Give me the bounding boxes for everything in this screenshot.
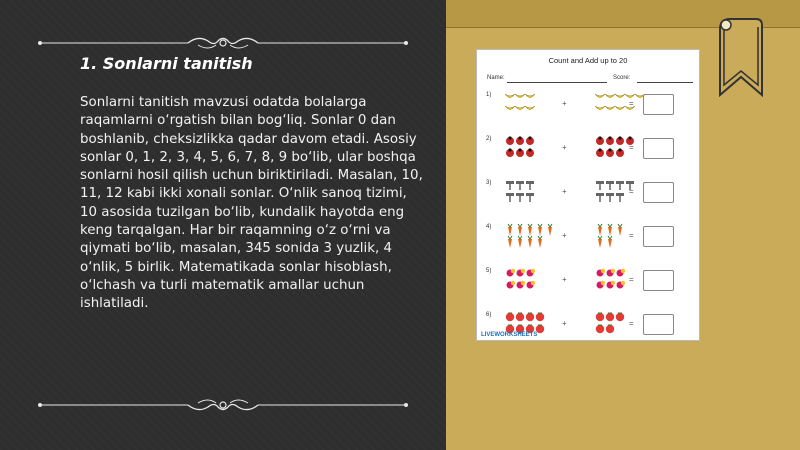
row-pictures [502, 266, 662, 296]
fruit-icon [527, 281, 536, 289]
ladybug-icon [596, 148, 604, 157]
ladybug-icon [516, 148, 524, 157]
row-pictures [502, 90, 662, 120]
hammer-icon [606, 181, 614, 190]
fruit-icon [517, 269, 526, 277]
fruit-icon [527, 269, 536, 277]
worksheet-row [477, 132, 701, 172]
worksheet-brand: LIVEWORKSHEETS [481, 332, 538, 338]
worksheet-row [477, 264, 701, 304]
carrot-icon [608, 236, 612, 248]
fruit-icon [507, 269, 516, 277]
row-number: 2) [486, 136, 492, 142]
tomato-icon [506, 313, 514, 321]
fruit-icon [507, 281, 516, 289]
carrot-icon [528, 236, 532, 248]
tomato-icon [606, 325, 614, 333]
plus-sign: + [562, 187, 567, 196]
hammer-icon [596, 181, 604, 190]
carrot-icon [608, 224, 612, 236]
row-pictures [502, 222, 662, 252]
ladybug-icon [516, 136, 524, 145]
hammer-icon [516, 193, 524, 202]
ladybug-icon [596, 136, 604, 145]
bottom-ornament-divider [38, 393, 408, 413]
worksheet-row [477, 220, 701, 260]
equals-sign: = [629, 143, 634, 152]
equals-sign: = [629, 231, 634, 240]
worksheet-row [477, 176, 701, 216]
carrot-icon [548, 224, 552, 236]
hammer-icon [596, 193, 604, 202]
fruit-icon [517, 281, 526, 289]
fruit-icon [597, 281, 606, 289]
row-number: 4) [486, 224, 492, 230]
fruit-icon [597, 269, 606, 277]
carrot-icon [528, 224, 532, 236]
fruit-icon [617, 281, 626, 289]
banana-icon [595, 106, 605, 110]
row-number: 6) [486, 312, 492, 318]
hammer-icon [506, 193, 514, 202]
ladybug-icon [526, 136, 534, 145]
answer-box [643, 94, 674, 115]
carrot-icon [598, 224, 602, 236]
banana-icon [515, 106, 525, 110]
tomato-icon [616, 313, 624, 321]
answer-box [643, 270, 674, 291]
fruit-icon [607, 281, 616, 289]
equals-sign: = [629, 99, 634, 108]
hammer-icon [526, 193, 534, 202]
ladybug-icon [616, 148, 624, 157]
worksheet-image [476, 49, 700, 341]
ladybug-icon [506, 148, 514, 157]
answer-box [643, 138, 674, 159]
row-pictures [502, 178, 662, 208]
name-line [507, 82, 607, 83]
plus-sign: + [562, 99, 567, 108]
banana-icon [605, 106, 615, 110]
banana-icon [515, 94, 525, 98]
carrot-icon [518, 224, 522, 236]
carrot-icon [598, 236, 602, 248]
banana-icon [605, 94, 615, 98]
worksheet-name-label: Name: [487, 75, 505, 81]
banana-icon [615, 106, 625, 110]
ladybug-icon [526, 148, 534, 157]
worksheet-score-label: Score: [613, 75, 631, 81]
banana-icon [625, 94, 635, 98]
hammer-icon [506, 181, 514, 190]
row-number: 5) [486, 268, 492, 274]
tomato-icon [606, 313, 614, 321]
top-ornament-divider [38, 33, 408, 53]
carrot-icon [508, 224, 512, 236]
hammer-icon [516, 181, 524, 190]
hammer-icon [606, 193, 614, 202]
score-line [637, 82, 693, 83]
banana-icon [505, 106, 515, 110]
tomato-icon [536, 313, 544, 321]
answer-box [643, 314, 674, 335]
equals-sign: = [629, 275, 634, 284]
plus-sign: + [562, 275, 567, 284]
ladybug-icon [606, 136, 614, 145]
plus-sign: + [562, 319, 567, 328]
slide-body-text: Sonlarni tanitish mavzusi odatda bolalarga raqamlarni o‘rgatish bilan bog‘liq. Sonlar 0 dan boshlanib, cheksizlikka qadar davom etadi. Asosiy sonlar 0, 1, 2, 3, 4, 5, 6, 7, 8, 9 bo‘lib, ular boshqa sonlarni hosil qilish uchun biriktiriladi. Masalan, 10, 11, 12 kabi ikki xonali sonlar. O‘nlik sanoq tizimi, 10 asosida tuzilgan bo‘lib, kundalik hayotda eng keng tarqalgan. Har bir raqamning o‘z o‘rni va qiymati bo‘lib, masalan, 345 sonida 3 yuzlik, 4 o‘nlik, 5 birlik. Matematikada sonlar hisoblash, o‘lchash va turli matematik amallar uchun ishlatiladi. [80, 95, 423, 312]
row-pictures [502, 134, 662, 164]
tomato-icon [526, 313, 534, 321]
hammer-icon [526, 181, 534, 190]
banana-icon [525, 106, 535, 110]
row-number: 1) [486, 92, 492, 98]
banana-icon [615, 94, 625, 98]
answer-box [643, 182, 674, 203]
plus-sign: + [562, 143, 567, 152]
carrot-icon [538, 224, 542, 236]
worksheet-title: Count and Add up to 20 [548, 56, 628, 65]
tomato-icon [596, 313, 604, 321]
banana-icon [525, 94, 535, 98]
banana-icon [595, 94, 605, 98]
carrot-icon [508, 236, 512, 248]
worksheet-row [477, 308, 701, 348]
carrot-icon [518, 236, 522, 248]
slide-title: 1. Sonlarni tanitish [80, 54, 253, 73]
equals-sign: = [629, 319, 634, 328]
hammer-icon [616, 181, 624, 190]
plus-sign: + [562, 231, 567, 240]
equals-sign: = [629, 187, 634, 196]
carrot-icon [538, 236, 542, 248]
banana-icon [505, 94, 515, 98]
carrot-icon [618, 224, 622, 236]
hammer-icon [616, 193, 624, 202]
ladybug-icon [616, 136, 624, 145]
tomato-icon [596, 325, 604, 333]
fruit-icon [607, 269, 616, 277]
ladybug-icon [606, 148, 614, 157]
row-number: 3) [486, 180, 492, 186]
fruit-icon [617, 269, 626, 277]
worksheet-row [477, 88, 701, 128]
ladybug-icon [506, 136, 514, 145]
bookmark-ribbon-icon [716, 17, 764, 97]
answer-box [643, 226, 674, 247]
tomato-icon [516, 313, 524, 321]
